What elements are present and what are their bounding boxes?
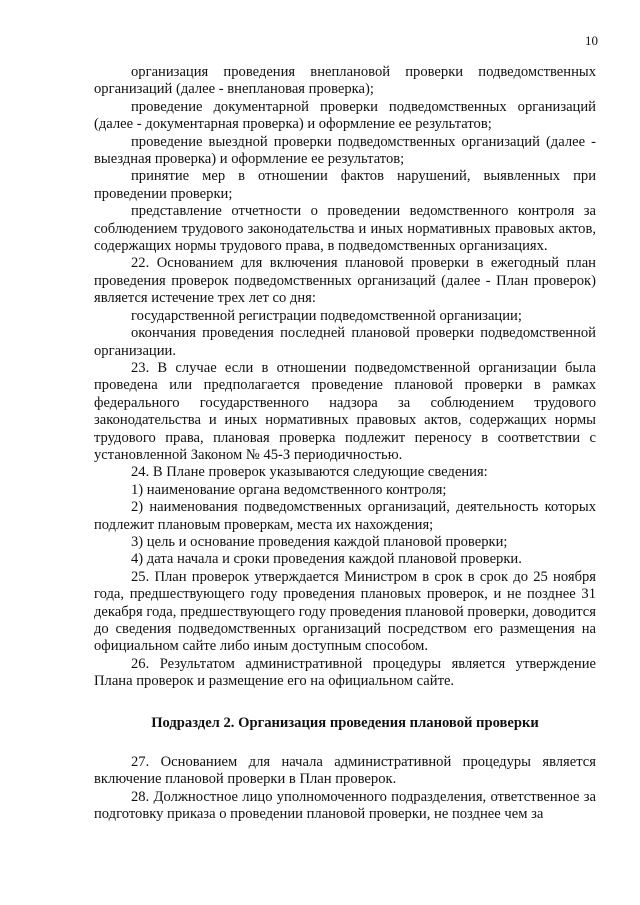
paragraph-item-25: 25. План проверок утверждается Министром в срок в срок до 25 ноября года, предшествующего году проведения плановых проверок, и не позднее 31 декабря года, предшествующего году проведения плановой проверки, доводится до сведения подведомственных организаций посредством его размещения на официальном сайте либо иным доступным способом. bbox=[94, 568, 596, 655]
list-item-1: 1) наименование органа ведомственного контроля; bbox=[131, 481, 447, 498]
section-heading: Подраздел 2. Организация проведения плановой проверки bbox=[151, 714, 539, 731]
list-item-3: 3) цель и основание проведения каждой плановой проверки; bbox=[131, 533, 508, 550]
page-number: 10 bbox=[585, 33, 598, 48]
paragraph-violation-measures: принятие мер в отношении фактов нарушений, выявленных при проведении проверки; bbox=[94, 168, 596, 202]
paragraph-field-inspection: проведение выездной проверки подведомственных организаций (далее - выездная проверка) и оформление ее результатов; bbox=[94, 133, 596, 168]
paragraph-item-24: 24. В Плане проверок указываются следующие сведения: bbox=[131, 464, 488, 481]
paragraph-item-26: 26. Результатом административной процедуры является утверждение Плана проверок и размещение его на официальном сайте. bbox=[94, 655, 596, 690]
document-body bbox=[94, 64, 596, 824]
paragraph-last-inspection: окончания проведения последней плановой проверки подведомственной организации. bbox=[94, 325, 596, 359]
paragraph-documentary-inspection: проведение документарной проверки подведомственных организаций (далее - документарная проверка) и оформление ее результатов; bbox=[94, 98, 596, 133]
paragraph-item-23: 23. В случае если в отношении подведомственной организации была проведена или предполагается проведение плановой проверки в рамках федерального государственного надзора за соблюдением трудового законодательства и иных нормативных правовых актов, содержащих нормы трудового права, плановая проверка подлежит переносу в соответствии с установленной Законом № 45-З периодичностью. bbox=[94, 359, 596, 463]
paragraph-state-registration: государственной регистрации подведомственной организации; bbox=[131, 307, 522, 324]
paragraph-item-27: 27. Основанием для начала административной процедуры является включение плановой проверки в План проверок. bbox=[94, 754, 596, 788]
paragraph-unscheduled-inspection: организация проведения внеплановой проверки подведомственных организаций (далее - внеплановая проверка); bbox=[94, 64, 596, 98]
list-item-4: 4) дата начала и сроки проведения каждой плановой проверки. bbox=[131, 551, 522, 568]
list-item-2: 2) наименования подведомственных организаций, деятельность которых подлежит плановым проверкам, места их нахождения; bbox=[94, 499, 596, 533]
paragraph-item-28: 28. Должностное лицо уполномоченного подразделения, ответственное за подготовку приказа о проведении плановой проверки, не позднее чем за bbox=[94, 788, 596, 823]
paragraph-reporting: представление отчетности о проведении ведомственного контроля за соблюдением трудового законодательства и иных нормативных правовых актов, содержащих нормы трудового права, в подведомственных организациях. bbox=[94, 203, 596, 255]
paragraph-item-22: 22. Основанием для включения плановой проверки в ежегодный план проведения проверок подведомственных организаций (далее - План проверок) является истечение трех лет со дня: bbox=[94, 255, 596, 307]
